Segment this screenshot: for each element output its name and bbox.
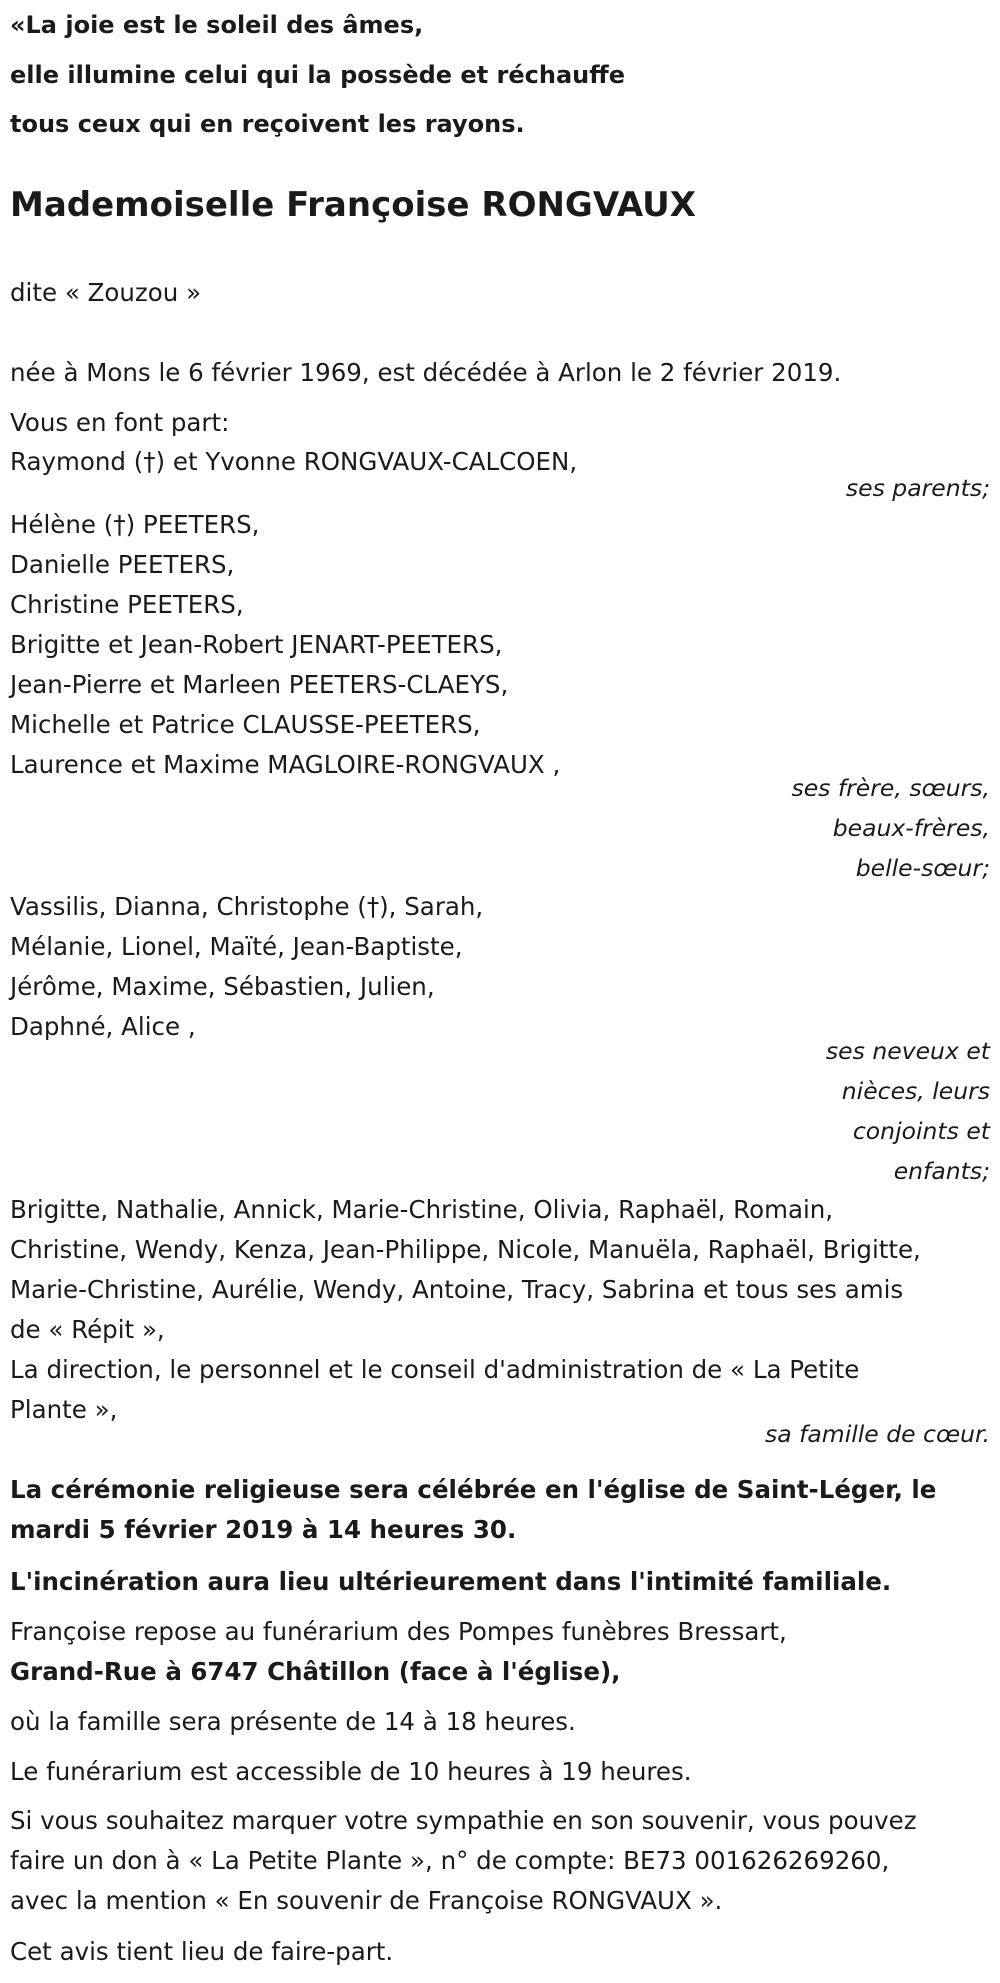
friends-line-5: La direction, le personnel et le conseil d'administration de « La Petite	[10, 1355, 860, 1384]
funeral-home-line: Françoise repose au funérarium des Pompes funèbres Bressart,	[10, 1617, 787, 1646]
friends-line-1: Brigitte, Nathalie, Annick, Marie-Christine, Olivia, Raphaël, Romain,	[10, 1195, 834, 1224]
sibling-line-7: Laurence et Maxime MAGLOIRE-RONGVAUX ,	[10, 750, 561, 779]
address-line: Grand-Rue à 6747 Châtillon (face à l'église),	[10, 1657, 621, 1686]
siblings-relation-2: beaux-frères,	[832, 814, 990, 842]
intro-line: Vous en font part:	[10, 408, 230, 437]
nephews-relation-2: nièces, leurs	[841, 1077, 990, 1105]
sibling-line-5: Jean-Pierre et Marleen PEETERS-CLAEYS,	[10, 670, 509, 699]
friends-relation: sa famille de cœur.	[765, 1420, 990, 1448]
siblings-relation-1: ses frère, sœurs,	[791, 774, 990, 802]
nephew-line-3: Jérôme, Maxime, Sébastien, Julien,	[10, 972, 435, 1001]
sibling-line-3: Christine PEETERS,	[10, 590, 244, 619]
deceased-name: Mademoiselle Françoise RONGVAUX	[10, 185, 696, 225]
friends-line-6: Plante »,	[10, 1395, 118, 1424]
access-hours-line: Le funérarium est accessible de 10 heures à 19 heures.	[10, 1757, 692, 1786]
parents-line: Raymond (†) et Yvonne RONGVAUX-CALCOEN,	[10, 447, 578, 476]
nephews-relation-3: conjoints et	[852, 1117, 990, 1145]
siblings-relation-3: belle-sœur;	[855, 854, 990, 882]
friends-line-2: Christine, Wendy, Kenza, Jean-Philippe, Nicole, Manuëla, Raphaël, Brigitte,	[10, 1235, 921, 1264]
nephew-line-1: Vassilis, Dianna, Christophe (†), Sarah,	[10, 892, 484, 921]
birth-death-line: née à Mons le 6 février 1969, est décédée à Arlon le 2 février 2019.	[10, 358, 842, 387]
nephews-relation-1: ses neveux et	[825, 1037, 990, 1065]
ceremony-line-2: mardi 5 février 2019 à 14 heures 30.	[10, 1515, 517, 1544]
sibling-line-4: Brigitte et Jean-Robert JENART-PEETERS,	[10, 630, 503, 659]
friends-line-3: Marie-Christine, Aurélie, Wendy, Antoine, Tracy, Sabrina et tous ses amis	[10, 1275, 904, 1304]
closing-line: Cet avis tient lieu de faire-part.	[10, 1937, 394, 1966]
donation-line-3: avec la mention « En souvenir de Françoise RONGVAUX ».	[10, 1886, 723, 1915]
nickname: dite « Zouzou »	[10, 278, 202, 307]
quote-line-3: tous ceux qui en reçoivent les rayons.	[10, 110, 525, 138]
sibling-line-6: Michelle et Patrice CLAUSSE-PEETERS,	[10, 710, 481, 739]
cremation-line: L'incinération aura lieu ultérieurement dans l'intimité familiale.	[10, 1567, 892, 1596]
quote-line-1: «La joie est le soleil des âmes,	[10, 11, 424, 39]
parents-relation: ses parents;	[845, 474, 990, 502]
nephew-line-2: Mélanie, Lionel, Maïté, Jean-Baptiste,	[10, 932, 463, 961]
sibling-line-2: Danielle PEETERS,	[10, 550, 235, 579]
sibling-line-1: Hélène (†) PEETERS,	[10, 510, 260, 539]
quote-line-2: elle illumine celui qui la possède et réchauffe	[10, 61, 625, 89]
friends-line-4: de « Répit »,	[10, 1315, 165, 1344]
nephews-relation-4: enfants;	[893, 1157, 990, 1185]
family-presence-line: où la famille sera présente de 14 à 18 heures.	[10, 1707, 576, 1736]
ceremony-line-1: La cérémonie religieuse sera célébrée en l'église de Saint-Léger, le	[10, 1475, 937, 1504]
donation-line-2: faire un don à « La Petite Plante », n° de compte: BE73 001626269260,	[10, 1846, 890, 1875]
nephew-line-4: Daphné, Alice ,	[10, 1012, 196, 1041]
donation-line-1: Si vous souhaitez marquer votre sympathie en son souvenir, vous pouvez	[10, 1806, 917, 1835]
